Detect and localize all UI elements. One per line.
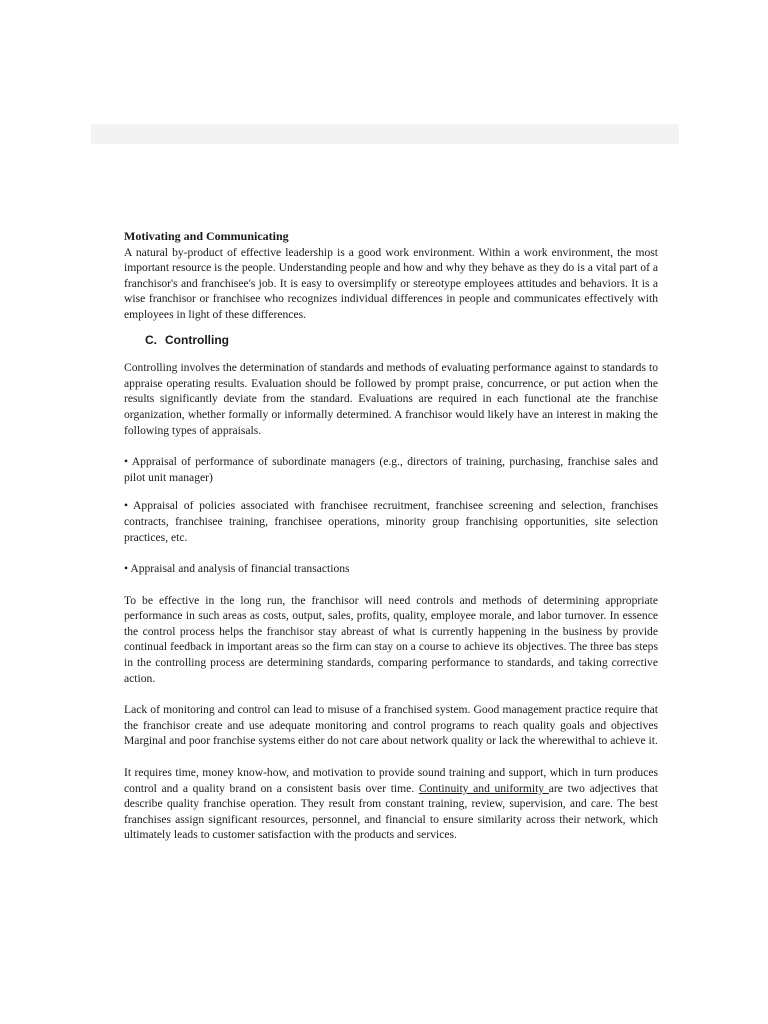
section-heading-motivating: Motivating and Communicating [124, 229, 289, 243]
bullet-appraisal-managers: • Appraisal of performance of subordinate managers (e.g., directors of training, purchasing, franchise sales and pilot unit manager) [124, 455, 658, 484]
paragraph-text-end: are two adjectives that describe quality franchise operation. They result from constant training, review, supervision, and care. The best franchises assign significant resources, personnel, and financial to ensure similarity across their network, which ultimately leads to customer satisfaction with the products and services. [124, 781, 658, 842]
paragraph-training-support [124, 765, 658, 843]
section-letter: C. [145, 332, 157, 347]
paragraph-monitoring: Lack of monitoring and control can lead to misuse of a franchised system. Good management practice require that the franchisor create and use adequate monitoring and control programs to reach quality goals and objectives Marginal and poor franchise systems either do not care about network quality or lack the wherewithal to achieve it. [124, 703, 658, 748]
header-band [91, 124, 679, 144]
underlined-phrase: Continuity and uniformity [418, 781, 549, 795]
bullet-appraisal-financial: • Appraisal and analysis of financial transactions [124, 562, 350, 576]
bullet-appraisal-policies: • Appraisal of policies associated with franchisee recruitment, franchisee screening and selection, franchises contracts, franchisee training, franchisee operations, minority group franchising opportunities, site selection practices, etc. [124, 499, 658, 544]
paragraph-effective-long-run: To be effective in the long run, the franchisor will need controls and methods of determining appropriate performance in such areas as costs, output, sales, profits, quality, employee morale, and labor turnover. In essence the control process helps the franchisor stay abreast of what is currently happening in the business by provide continual feedback in important areas so the firm can stay on a course to achieve its objectives. The three bas steps in the controlling process are determining standards, comparing performance to standards, and taking corrective action. [124, 593, 658, 685]
document-body [124, 229, 658, 843]
section-heading-controlling [145, 333, 658, 349]
paragraph-motivating: A natural by-product of effective leadership is a good work environment. Within a work environment, the most important resource is the people. Understanding people and how and why they behave as they do is a vital part of a franchisor's and franchisee's job. It is easy to oversimplify or stereotype employees attitudes and behaviors. It is a wise franchisor or franchisee who recognizes individual differences in people and communicates effectively with employees in light of these differences. [124, 245, 658, 321]
paragraph-text-start: It requires time, money know-how, and motivation to provide sound training and support, which in turn produces control and a quality brand on a consistent basis over time. [124, 766, 658, 795]
section-title: Controlling [165, 332, 229, 347]
paragraph-controlling-intro: Controlling involves the determination of standards and methods of evaluating performance against to standards to appraise operating results. Evaluation should be followed by prompt praise, concurrence, or put action when the results significantly deviate from the standard. Evaluations are required in each functional ate the franchise organization, whether formally or informally determined. A franchisor would likely have an interest in making the following types of appraisals. [124, 361, 658, 437]
